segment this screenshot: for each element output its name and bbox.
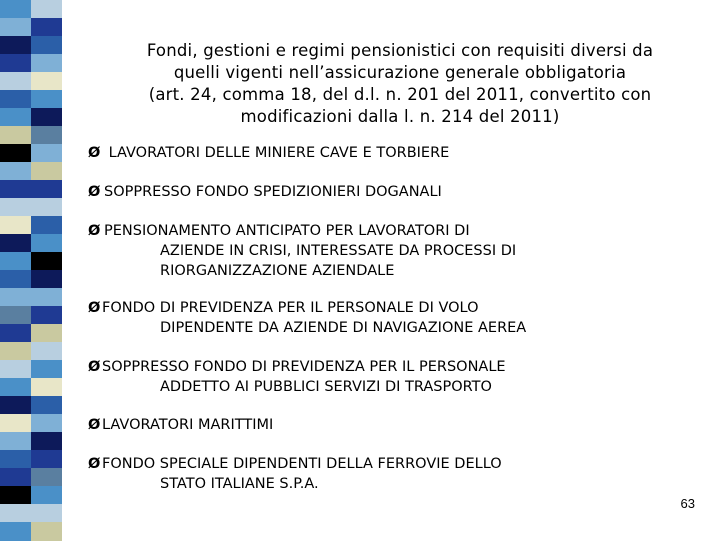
list-item-text: AZIENDE IN CRISI, INTERESSATE DA PROCESSI DI xyxy=(160,243,517,259)
stripe-block xyxy=(31,324,62,343)
list-item xyxy=(88,298,526,338)
stripe-block xyxy=(0,486,31,505)
stripe-block xyxy=(31,288,62,307)
stripe-block xyxy=(31,18,62,37)
stripe-block xyxy=(31,468,62,487)
stripe-block xyxy=(0,414,31,433)
page-number: 63 xyxy=(680,496,695,511)
list-item-text: PENSIONAMENTO ANTICIPATO PER LAVORATORI DI xyxy=(104,223,470,239)
list-item-text: FONDO SPECIALE DIPENDENTI DELLA FERROVIE DELLO xyxy=(102,456,502,472)
stripe-block xyxy=(0,468,31,487)
arrow-bullet-icon: Ø xyxy=(88,300,101,316)
stripe-block xyxy=(31,396,62,415)
list-item-text: RIORGANIZZAZIONE AZIENDALE xyxy=(160,263,395,279)
list-item xyxy=(88,221,516,281)
stripe-block xyxy=(31,162,62,181)
stripe-block xyxy=(0,432,31,451)
arrow-bullet-icon: Ø xyxy=(88,145,101,161)
stripe-block xyxy=(0,522,31,541)
stripe-block xyxy=(31,126,62,145)
stripe-block xyxy=(31,486,62,505)
stripe-block xyxy=(31,252,62,271)
stripe-block xyxy=(0,252,31,271)
list-item xyxy=(88,357,506,397)
stripe-block xyxy=(31,342,62,361)
title-line: quelli vigenti nell’assicurazione generale obbligatoria xyxy=(173,63,627,82)
stripe-block xyxy=(31,180,62,199)
stripe-block xyxy=(0,504,31,523)
stripe-block xyxy=(0,288,31,307)
stripe-block xyxy=(0,342,31,361)
arrow-bullet-icon: Ø xyxy=(88,417,101,433)
title-line: (art. 24, comma 18, del d.l. n. 201 del 2011, convertito con xyxy=(148,85,652,104)
stripe-block xyxy=(0,126,31,145)
stripe-block xyxy=(31,270,62,289)
stripe-block xyxy=(31,450,62,469)
stripe-block xyxy=(31,216,62,235)
list-item-text: LAVORATORI DELLE MINIERE CAVE E TORBIERE xyxy=(108,145,450,161)
list-item-text: FONDO DI PREVIDENZA PER IL PERSONALE DI VOLO xyxy=(102,300,479,316)
arrow-bullet-icon: Ø xyxy=(88,359,101,375)
stripe-block xyxy=(0,180,31,199)
slide-title xyxy=(100,40,700,128)
stripe-block xyxy=(0,450,31,469)
stripe-block xyxy=(31,198,62,217)
stripe-block xyxy=(31,72,62,91)
stripe-block xyxy=(31,360,62,379)
list-item-text: SOPPRESSO FONDO SPEDIZIONIERI DOGANALI xyxy=(104,184,442,200)
list-item xyxy=(88,454,502,494)
list-item-text: ADDETTO AI PUBBLICI SERVIZI DI TRASPORTO xyxy=(160,379,492,395)
stripe-block xyxy=(31,306,62,325)
stripe-column-left xyxy=(0,0,31,540)
stripe-block xyxy=(31,54,62,73)
stripe-block xyxy=(0,378,31,397)
stripe-block xyxy=(31,432,62,451)
list-item xyxy=(88,415,273,435)
stripe-block xyxy=(0,0,31,19)
list-item-text: SOPPRESSO FONDO DI PREVIDENZA PER IL PERSONALE xyxy=(102,359,506,375)
stripe-block xyxy=(0,72,31,91)
stripe-block xyxy=(0,18,31,37)
title-line: modificazioni dalla l. n. 214 del 2011) xyxy=(240,107,560,126)
arrow-bullet-icon: Ø xyxy=(88,184,101,200)
stripe-block xyxy=(31,108,62,127)
arrow-bullet-icon: Ø xyxy=(88,456,101,472)
stripe-block xyxy=(0,216,31,235)
stripe-block xyxy=(0,54,31,73)
stripe-block xyxy=(0,270,31,289)
title-line: Fondi, gestioni e regimi pensionistici con requisiti diversi da xyxy=(146,41,654,60)
list-item-text: DIPENDENTE DA AZIENDE DI NAVIGAZIONE AEREA xyxy=(160,320,527,336)
stripe-block xyxy=(0,234,31,253)
stripe-block xyxy=(0,108,31,127)
stripe-block xyxy=(0,396,31,415)
stripe-column-right xyxy=(31,0,62,540)
list-item-text: STATO ITALIANE S.P.A. xyxy=(160,476,319,492)
list-item-text: LAVORATORI MARITTIMI xyxy=(102,417,274,433)
stripe-block xyxy=(0,90,31,109)
stripe-block xyxy=(0,36,31,55)
stripe-block xyxy=(31,0,62,19)
stripe-block xyxy=(0,198,31,217)
stripe-block xyxy=(0,306,31,325)
stripe-block xyxy=(31,378,62,397)
decorative-stripe xyxy=(0,0,62,540)
stripe-block xyxy=(0,162,31,181)
list-item xyxy=(88,182,442,202)
stripe-block xyxy=(31,414,62,433)
stripe-block xyxy=(0,144,31,163)
stripe-block xyxy=(31,522,62,541)
stripe-block xyxy=(31,90,62,109)
arrow-bullet-icon: Ø xyxy=(88,223,101,239)
stripe-block xyxy=(0,324,31,343)
stripe-block xyxy=(31,504,62,523)
stripe-block xyxy=(31,234,62,253)
stripe-block xyxy=(0,360,31,379)
stripe-block xyxy=(31,144,62,163)
stripe-block xyxy=(31,36,62,55)
list-item xyxy=(88,143,449,163)
